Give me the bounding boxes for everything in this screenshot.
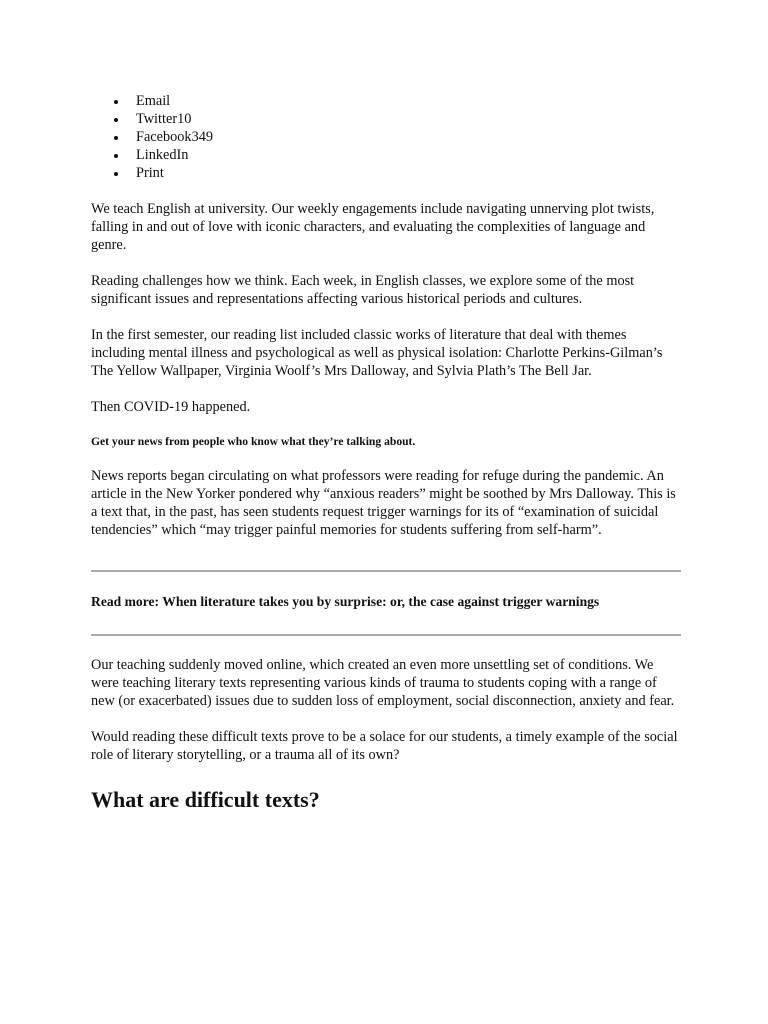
article-paragraph-semester: In the first semester, our reading list included classic works of literature that deal with themes including mental illness and psychological as well as physical isolation: Charlotte Perkins-Gilman’s The Yellow Wallpaper, Virginia Woolf’s Mrs Dalloway, and Sylvia Plath’s The Bell Jar.: [91, 327, 663, 379]
divider-top: [91, 570, 681, 572]
share-facebook-link[interactable]: Facebook349: [91, 128, 681, 146]
article-page: [91, 92, 681, 813]
share-twitter-link[interactable]: Twitter10: [91, 110, 681, 128]
share-linkedin-link[interactable]: LinkedIn: [91, 146, 681, 164]
article-paragraph-covid: Then COVID-19 happened.: [91, 399, 251, 415]
share-email-link[interactable]: Email: [91, 92, 681, 110]
newsletter-callout[interactable]: Get your news from people who know what they’re talking about.: [91, 435, 416, 448]
article-paragraph-question: Would reading these difficult texts prove to be a solace for our students, a timely example of the social role of literary storytelling, or a trauma all of its own?: [91, 729, 678, 763]
share-list: [91, 92, 681, 182]
article-paragraph-online: Our teaching suddenly moved online, which created an even more unsettling set of conditions. We were teaching literary texts representing various kinds of trauma to students coping with a range of new (or exacerbated) issues due to sudden loss of employment, social disconnection, anxiety and fear.: [91, 657, 675, 709]
article-paragraph-intro: We teach English at university. Our weekly engagements include navigating unnerving plot twists, falling in and out of love with iconic characters, and evaluating the complexities of language and genre.: [91, 201, 655, 253]
divider-bottom: [91, 634, 681, 636]
article-paragraph-news: News reports began circulating on what professors were reading for refuge during the pandemic. An article in the New Yorker pondered why “anxious readers” might be soothed by Mrs Dalloway. This is a text that, in the past, has seen students request trigger warnings for its of “examination of suicidal tendencies” which “may trigger painful memories for students suffering from self-harm”.: [91, 468, 676, 538]
article-paragraph-reading: Reading challenges how we think. Each week, in English classes, we explore some of the most significant issues and representations affecting various historical periods and cultures.: [91, 273, 635, 307]
read-more-link[interactable]: Read more: When literature takes you by surprise: or, the case against trigger warnings: [91, 594, 600, 609]
section-heading: What are difficult texts?: [91, 787, 320, 812]
share-print-link[interactable]: Print: [91, 164, 681, 182]
